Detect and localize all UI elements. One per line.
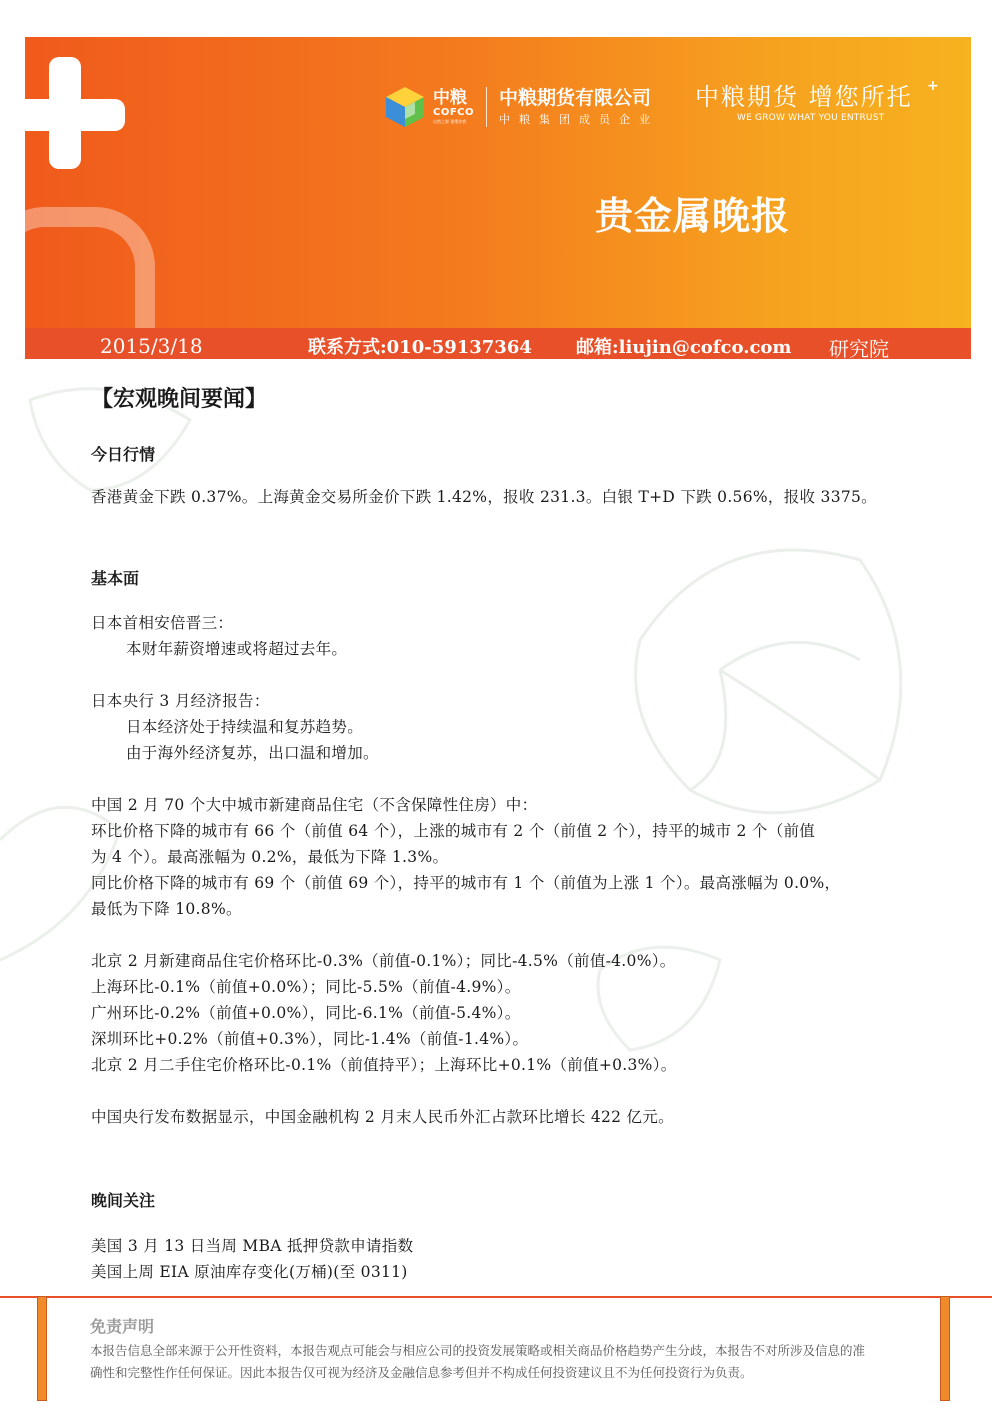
department: 研究院 xyxy=(829,337,889,361)
city-line-5: 北京 2 月二手住宅价格环比-0.1%（前值持平）；上海环比+0.1%（前值+0.3%）。 xyxy=(91,1056,677,1074)
slogan-cn: 中粮期货 增您所托 xyxy=(695,83,913,111)
boj-item-1: 日本经济处于持续温和复苏趋势。 xyxy=(126,718,364,736)
slogan xyxy=(695,78,939,124)
cofco-wordmark xyxy=(433,89,474,125)
footer-rule xyxy=(0,1296,992,1298)
cofco-cube-icon xyxy=(382,84,428,130)
section-title: 【宏观晚间要闻】 xyxy=(91,386,268,412)
contact-email[interactable]: 邮箱:liujin@cofco.com xyxy=(576,337,792,358)
decorative-arc xyxy=(25,207,155,328)
housing-line-3: 为 4 个）。最高涨幅为 0.2%，最低为下降 1.3%。 xyxy=(91,848,449,866)
contact-phone: 联系方式:010-59137364 xyxy=(308,337,532,358)
logo-cn-text: 中粮 xyxy=(433,88,467,108)
market-text: 香港黄金下跌 0.37%。上海黄金交易所金价下跌 1.42%，报收 231.3。白银 T+D 下跌 0.56%，报收 3375。 xyxy=(91,488,877,506)
company-block xyxy=(499,86,659,128)
info-bar xyxy=(25,328,971,359)
city-line-1: 北京 2 月新建商品住宅价格环比-0.3%（前值-0.1%）；同比-4.5%（前值-4.0%）。 xyxy=(91,952,676,970)
market-heading: 今日行情 xyxy=(91,445,156,464)
report-title: 贵金属晚报 xyxy=(595,193,791,238)
city-line-3: 广州环比-0.2%（前值+0.0%），同比-6.1%（前值-5.4%）。 xyxy=(91,1004,521,1022)
header-banner xyxy=(25,37,971,328)
housing-line-4: 同比价格下降的城市有 69 个（前值 69 个），持平的城市有 1 个（前值为上涨 1 个）。最高涨幅为 0.0%， xyxy=(91,874,841,892)
evening-heading: 晚间关注 xyxy=(91,1191,156,1210)
boj-line: 日本央行 3 月经济报告： xyxy=(91,692,270,710)
logo-en-text: COFCO xyxy=(433,107,475,118)
disclaimer-line-2: 确性和完整性作任何保证。因此本报告仅可视为经济及金融信息参考但并不构成任何投资建议且不为任何投资行为负责。 xyxy=(90,1365,753,1380)
disclaimer-line-1: 本报告信息全部来源于公开性资料，本报告观点可能会与相应公司的投资发展策略或相关商品价格趋势产生分歧，本报告不对所涉及信息的准 xyxy=(90,1343,866,1358)
logo-tagline: 自然之源 重塑你我 xyxy=(433,119,467,124)
plus-shape-horizontal xyxy=(25,99,125,131)
japan-pm-item: 本财年薪资增速或将超过去年。 xyxy=(126,640,348,658)
slogan-en: WE GROW WHAT YOU ENTRUST xyxy=(737,113,885,123)
logo-divider xyxy=(486,87,487,127)
footer-left-bar xyxy=(37,1296,47,1401)
city-line-2: 上海环比-0.1%（前值+0.0%）；同比-5.5%（前值-4.9%）。 xyxy=(91,978,521,996)
slogan-plus-icon: + xyxy=(927,78,939,94)
pboc-line: 中国央行发布数据显示，中国金融机构 2 月末人民币外汇占款环比增长 422 亿元。 xyxy=(91,1108,674,1126)
japan-pm-line: 日本首相安倍晋三： xyxy=(91,614,234,632)
disclaimer-text xyxy=(90,1340,920,1384)
report-date: 2015/3/18 xyxy=(100,334,203,358)
evening-item-1: 美国 3 月 13 日当周 MBA 抵押贷款申请指数 xyxy=(91,1237,414,1255)
housing-line-5: 最低为下降 10.8%。 xyxy=(91,900,242,918)
housing-line-2: 环比价格下降的城市有 66 个（前值 64 个），上涨的城市有 2 个（前值 2 个），持平的城市 2 个（前值 xyxy=(91,822,816,840)
city-line-4: 深圳环比+0.2%（前值+0.3%），同比-1.4%（前值-1.4%）。 xyxy=(91,1030,529,1048)
company-subtitle: 中粮集团成员企业 xyxy=(499,113,660,126)
cofco-logo-group xyxy=(382,82,659,132)
boj-item-2: 由于海外经济复苏，出口温和增加。 xyxy=(126,744,379,762)
disclaimer-title: 免责声明 xyxy=(90,1317,155,1336)
evening-item-2: 美国上周 EIA 原油库存变化(万桶)(至 0311) xyxy=(91,1263,408,1281)
footer-right-bar xyxy=(940,1296,950,1401)
housing-line-1: 中国 2 月 70 个大中城市新建商品住宅（不含保障性住房）中： xyxy=(91,796,538,814)
fundamentals-heading: 基本面 xyxy=(91,569,140,588)
company-name: 中粮期货有限公司 xyxy=(499,87,652,109)
